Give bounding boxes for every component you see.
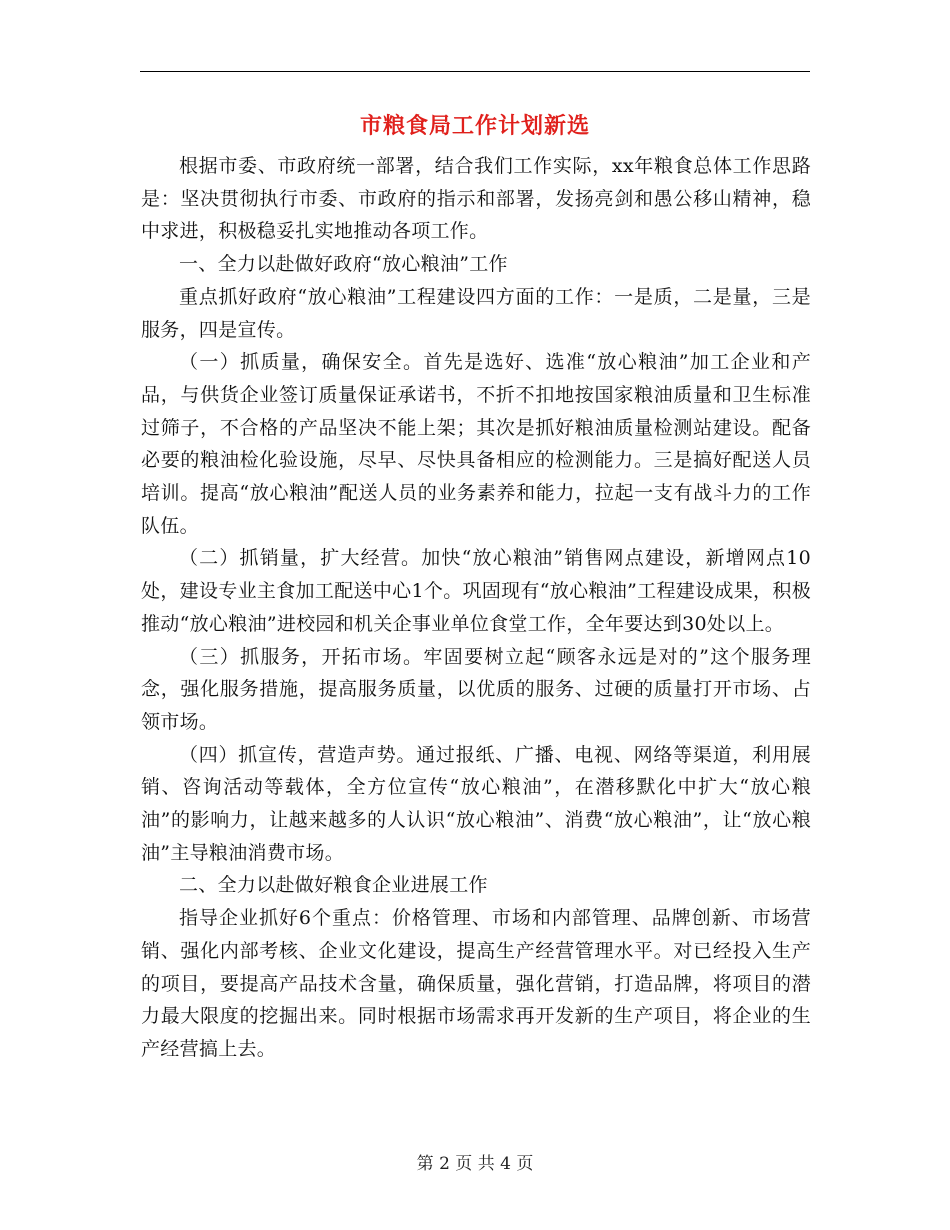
paragraph-sales: （二）抓销量，扩大经营。加快“放心粮油”销售网点建设，新增网点10处，建设专业主食加工配送中心1个。巩固现有“放心粮油”工程建设成果，积极推动“放心粮油”进校园和机关企事业单位食堂工作，全年要达到30处以上。 — [141, 547, 811, 635]
paragraph-service: （三）抓服务，开拓市场。牢固要树立起“顾客永远是对的”这个服务理念，强化服务措施，提高服务质量，以优质的服务、过硬的质量打开市场、占领市场。 — [141, 645, 811, 733]
paragraph-intro: 根据市委、市政府统一部署，结合我们工作实际，xx年粮食总体工作思路是：坚决贯彻执行市委、市政府的指示和部署，发扬亮剑和愚公移山精神，稳中求进，积极稳妥扎实地推动各项工作。 — [141, 155, 811, 243]
paragraph-overview: 重点抓好政府“放心粮油”工程建设四方面的工作：一是质，二是量，三是服务，四是宣传。 — [141, 285, 811, 341]
section-heading-1: 一、全力以赴做好政府“放心粮油”工作 — [179, 253, 508, 276]
paragraph-publicity: （四）抓宣传，营造声势。通过报纸、广播、电视、网络等渠道，利用展销、咨询活动等载体，全方位宣传“放心粮油”，在潜移默化中扩大“放心粮油”的影响力，让越来越多的人认识“放心粮油”、消费“放心粮油”，让“放心粮油”主导粮油消费市场。 — [141, 743, 811, 864]
paragraph-enterprise: 指导企业抓好6个重点：价格管理、市场和内部管理、品牌创新、市场营销、强化内部考核、企业文化建设，提高生产经营管理水平。对已经投入生产的项目，要提高产品技术含量，确保质量，强化营销，打造品牌，将项目的潜力最大限度的挖掘出来。同时根据市场需求再开发新的生产项目，将企业的生产经营搞上去。 — [141, 907, 811, 1060]
section-heading-2: 二、全力以赴做好粮食企业进展工作 — [179, 874, 488, 897]
header-rule — [140, 71, 810, 72]
page-number-footer: 第 2 页 共 4 页 — [416, 1154, 534, 1174]
document-title: 市粮食局工作计划新选 — [359, 113, 590, 139]
paragraph-quality: （一）抓质量，确保安全。首先是选好、选准“放心粮油”加工企业和产品，与供货企业签订质量保证承诺书，不折不扣地按国家粮油质量和卫生标准过筛子，不合格的产品坚决不能上架；其次是抓好粮油质量检测站建设。配备必要的粮油检化验设施，尽早、尽快具备相应的检测能力。三是搞好配送人员培训。提高“放心粮油”配送人员的业务素养和能力，拉起一支有战斗力的工作队伍。 — [141, 351, 811, 537]
document-body — [141, 150, 811, 1066]
